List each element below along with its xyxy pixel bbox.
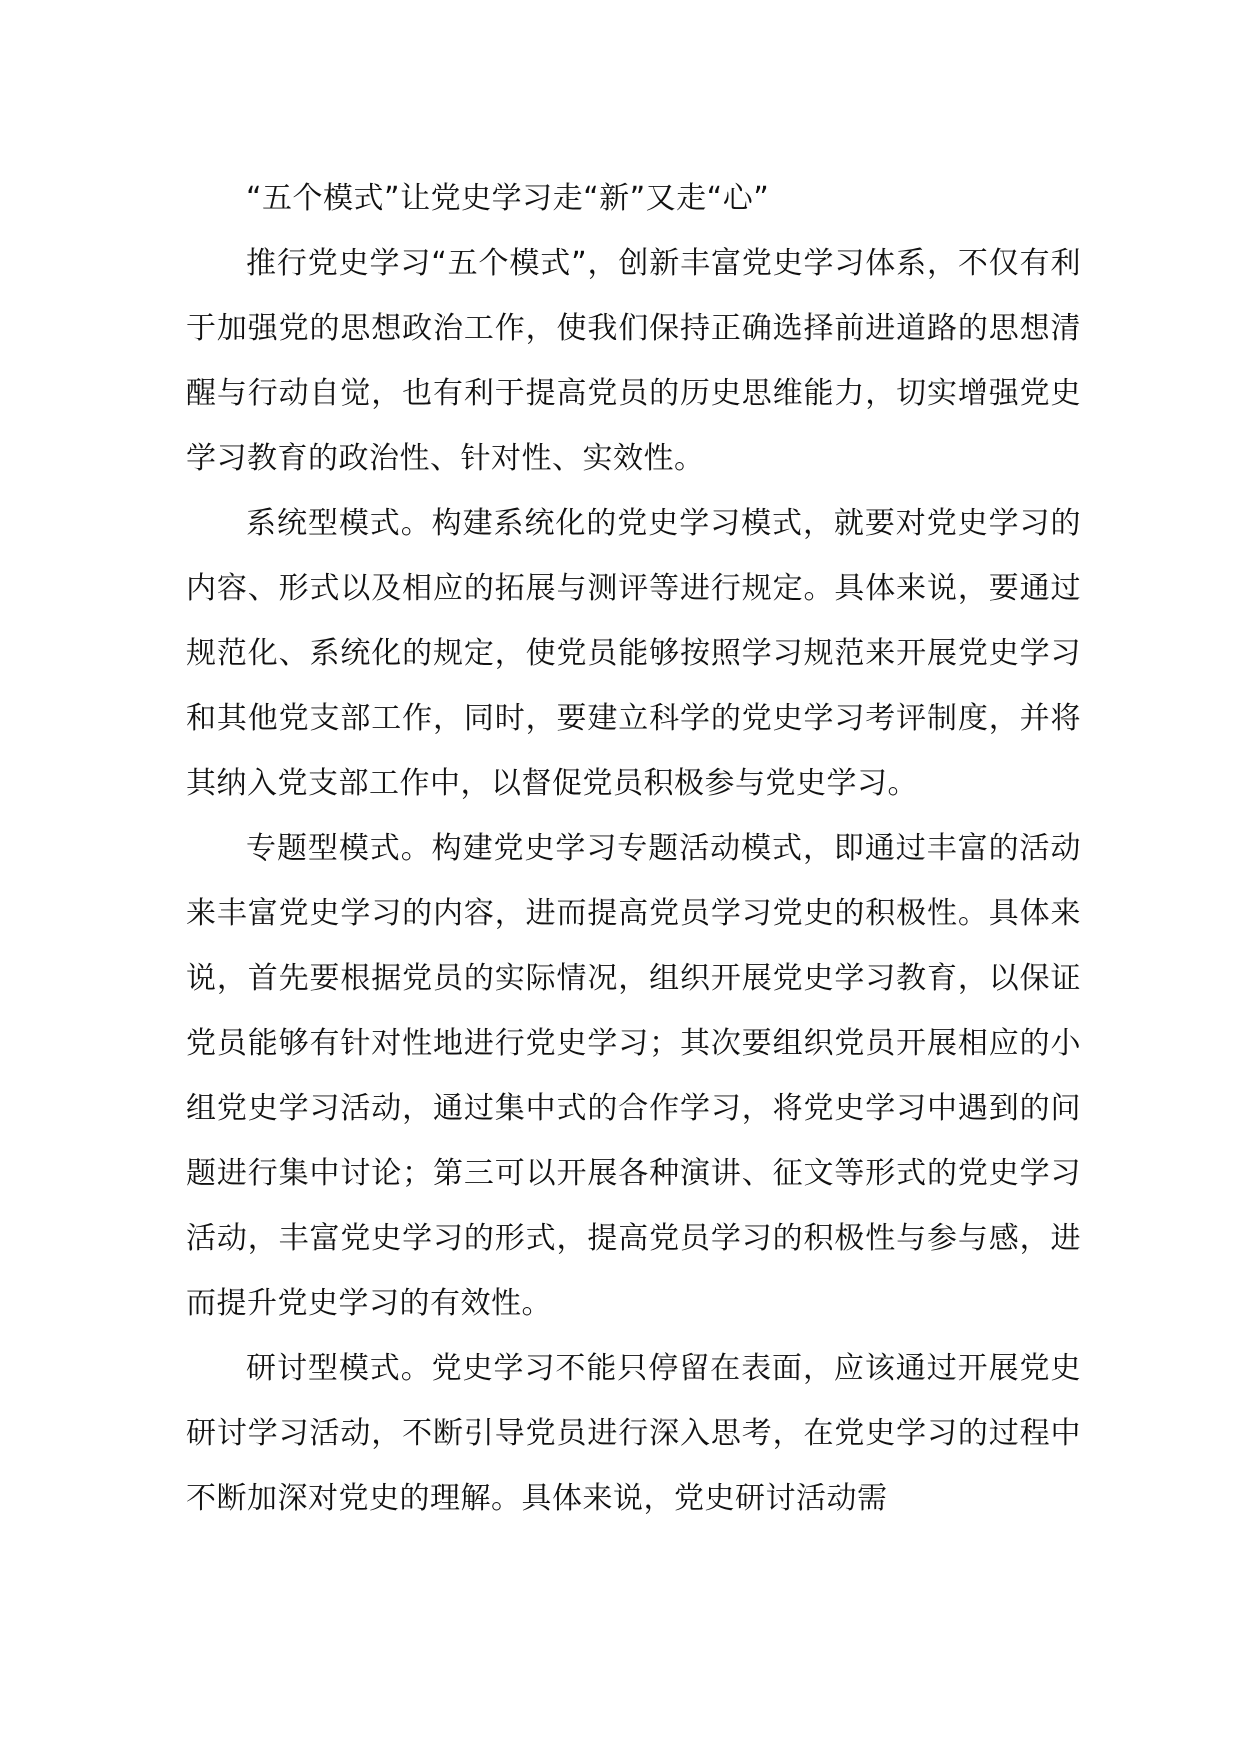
paragraph-seminar-mode: 研讨型模式。党史学习不能只停留在表面，应该通过开展党史研讨学习活动，不断引导党员进行深入思考，在党史学习的过程中不断加深对党史的理解。具体来说，党史研讨活动需: [186, 1351, 1081, 1516]
paragraph-systematic-mode: 系统型模式。构建系统化的党史学习模式，就要对党史学习的内容、形式以及相应的拓展与测评等进行规定。具体来说，要通过规范化、系统化的规定，使党员能够按照学习规范来开展党史学习和其他党支部工作，同时，要建立科学的党史学习考评制度，并将其纳入党支部工作中，以督促党员积极参与党史学习。: [186, 506, 1081, 801]
document-body: [186, 166, 1081, 1531]
paragraph-thematic-mode: 专题型模式。构建党史学习专题活动模式，即通过丰富的活动来丰富党史学习的内容，进而提高党员学习党史的积极性。具体来说，首先要根据党员的实际情况，组织开展党史学习教育，以保证党员能够有针对性地进行党史学习；其次要组织党员开展相应的小组党史学习活动，通过集中式的合作学习，将党史学习中遇到的问题进行集中讨论；第三可以开展各种演讲、征文等形式的党史学习活动，丰富党史学习的形式，提高党员学习的积极性与参与感，进而提升党史学习的有效性。: [186, 831, 1081, 1321]
document-title: “五个模式”让党史学习走“新”又走“心”: [246, 181, 770, 216]
paragraph-intro: 推行党史学习“五个模式”，创新丰富党史学习体系，不仅有利于加强党的思想政治工作，使我们保持正确选择前进道路的思想清醒与行动自觉，也有利于提高党员的历史思维能力，切实增强党史学习教育的政治性、针对性、实效性。: [186, 246, 1081, 476]
